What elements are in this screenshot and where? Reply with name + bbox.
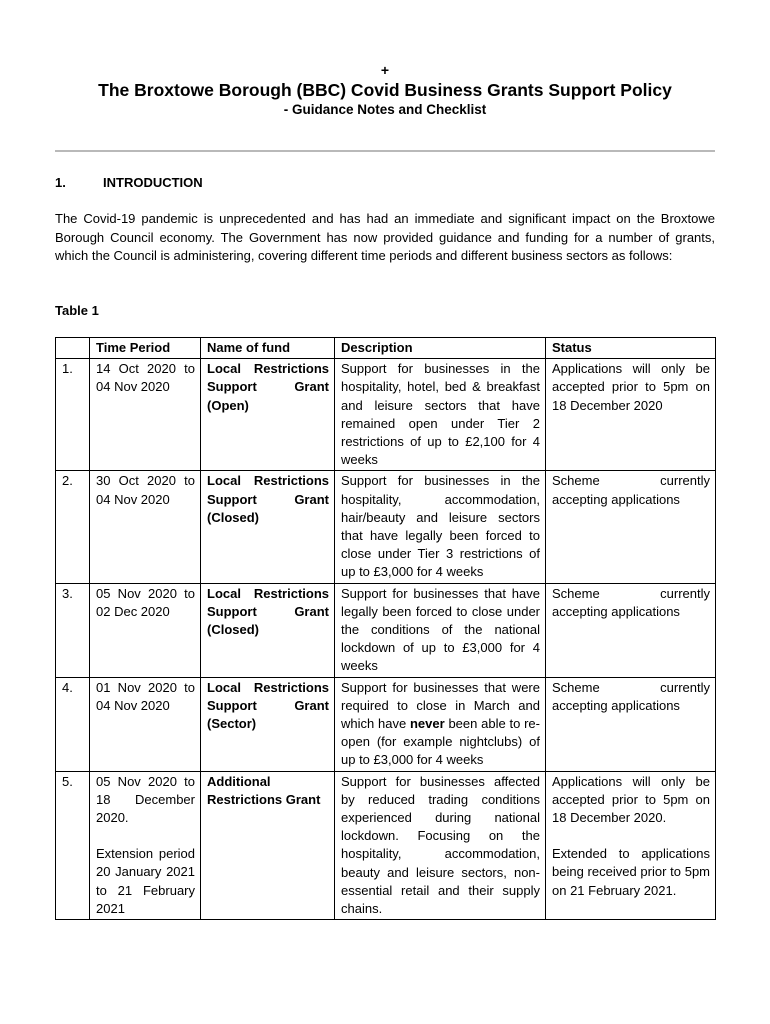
status-text: Applications will only be accepted prior to 5pm on 18 December 2020. <box>552 773 710 826</box>
row-number: 3. <box>56 583 90 677</box>
table-header-row <box>56 338 716 359</box>
row-number: 4. <box>56 677 90 771</box>
status-cell: Scheme currently accepting applications <box>546 583 716 677</box>
status-cell: Scheme currently accepting applications <box>546 471 716 583</box>
time-period-cell: 05 Nov 2020 to 02 Dec 2020 <box>90 583 201 677</box>
table-row <box>56 471 716 583</box>
description-cell: Support for businesses in the hospitality, accommodation, hair/beauty and leisure sectors that have legally been forced to close under Tier 3 restrictions of up to £3,000 for 4 weeks <box>335 471 546 583</box>
section-number: 1. <box>55 175 66 190</box>
horizontal-divider <box>55 150 715 152</box>
status-cell: Scheme currently accepting applications <box>546 677 716 771</box>
plus-mark: + <box>380 62 390 78</box>
header-status: Status <box>546 338 716 359</box>
document-title: The Broxtowe Borough (BBC) Covid Business Grants Support Policy <box>98 80 672 100</box>
intro-paragraph: The Covid-19 pandemic is unprecedented and has had an immediate and significant impact on the Broxtowe Borough Council economy. The Government has now provided guidance and funding for a number of grants, which the Council is administering, covering different time periods and different business sectors as follows: <box>55 211 715 264</box>
table-row <box>56 583 716 677</box>
document-subtitle: - Guidance Notes and Checklist <box>283 102 487 117</box>
fund-name-cell: Local Restrictions Support Grant (Closed) <box>201 471 335 583</box>
status-extension: Extended to applications being received prior to 5pm on 21 February 2021. <box>552 846 710 898</box>
table-row <box>56 771 716 920</box>
description-text-after: been able to re-open (for example nightclubs) of up to £3,000 for 4 weeks <box>341 716 540 768</box>
time-period-cell: 01 Nov 2020 to 04 Nov 2020 <box>90 677 201 771</box>
fund-name-cell: Additional Restrictions Grant <box>201 771 335 920</box>
row-number: 5. <box>56 771 90 920</box>
description-cell: Support for businesses affected by reduced trading conditions experienced during national lockdown. Focusing on the hospitality, accommodation, beauty and leisure sectors, non-essential retail and their supply chains. <box>335 771 546 920</box>
time-period-cell: 30 Oct 2020 to 04 Nov 2020 <box>90 471 201 583</box>
description-cell: Support for businesses in the hospitality, hotel, bed & breakfast and leisure sectors that have remained open under Tier 2 restrictions of up to £2,100 for 4 weeks <box>335 359 546 471</box>
description-cell: Support for businesses that have legally been forced to close under the conditions of the national lockdown of up to £3,000 for 4 weeks <box>335 583 546 677</box>
fund-name-cell: Local Restrictions Support Grant (Open) <box>201 359 335 471</box>
description-cell <box>335 677 546 771</box>
section-heading: INTRODUCTION <box>103 175 203 190</box>
header-description: Description <box>335 338 546 359</box>
row-number: 1. <box>56 359 90 471</box>
status-cell: Applications will only be accepted prior to 5pm on 18 December 2020 <box>546 359 716 471</box>
table-row <box>56 677 716 771</box>
time-period-cell <box>90 771 201 920</box>
grants-table <box>55 337 716 920</box>
table-label: Table 1 <box>55 303 99 318</box>
fund-name-cell: Local Restrictions Support Grant (Closed) <box>201 583 335 677</box>
time-period-cell: 14 Oct 2020 to 04 Nov 2020 <box>90 359 201 471</box>
description-emphasis: never <box>409 716 445 732</box>
time-period-extension: Extension period 20 January 2021 to 21 February 2021 <box>96 846 195 916</box>
fund-name-cell: Local Restrictions Support Grant (Sector) <box>201 677 335 771</box>
table-row <box>56 359 716 471</box>
row-number: 2. <box>56 471 90 583</box>
status-cell <box>546 771 716 920</box>
time-period-text: 05 Nov 2020 to 18 December 2020. <box>96 773 195 826</box>
header-number <box>56 338 90 359</box>
header-time-period: Time Period <box>90 338 201 359</box>
description-text-before: Support for businesses that were required to close in March and which have <box>341 679 540 732</box>
header-fund-name: Name of fund <box>201 338 335 359</box>
